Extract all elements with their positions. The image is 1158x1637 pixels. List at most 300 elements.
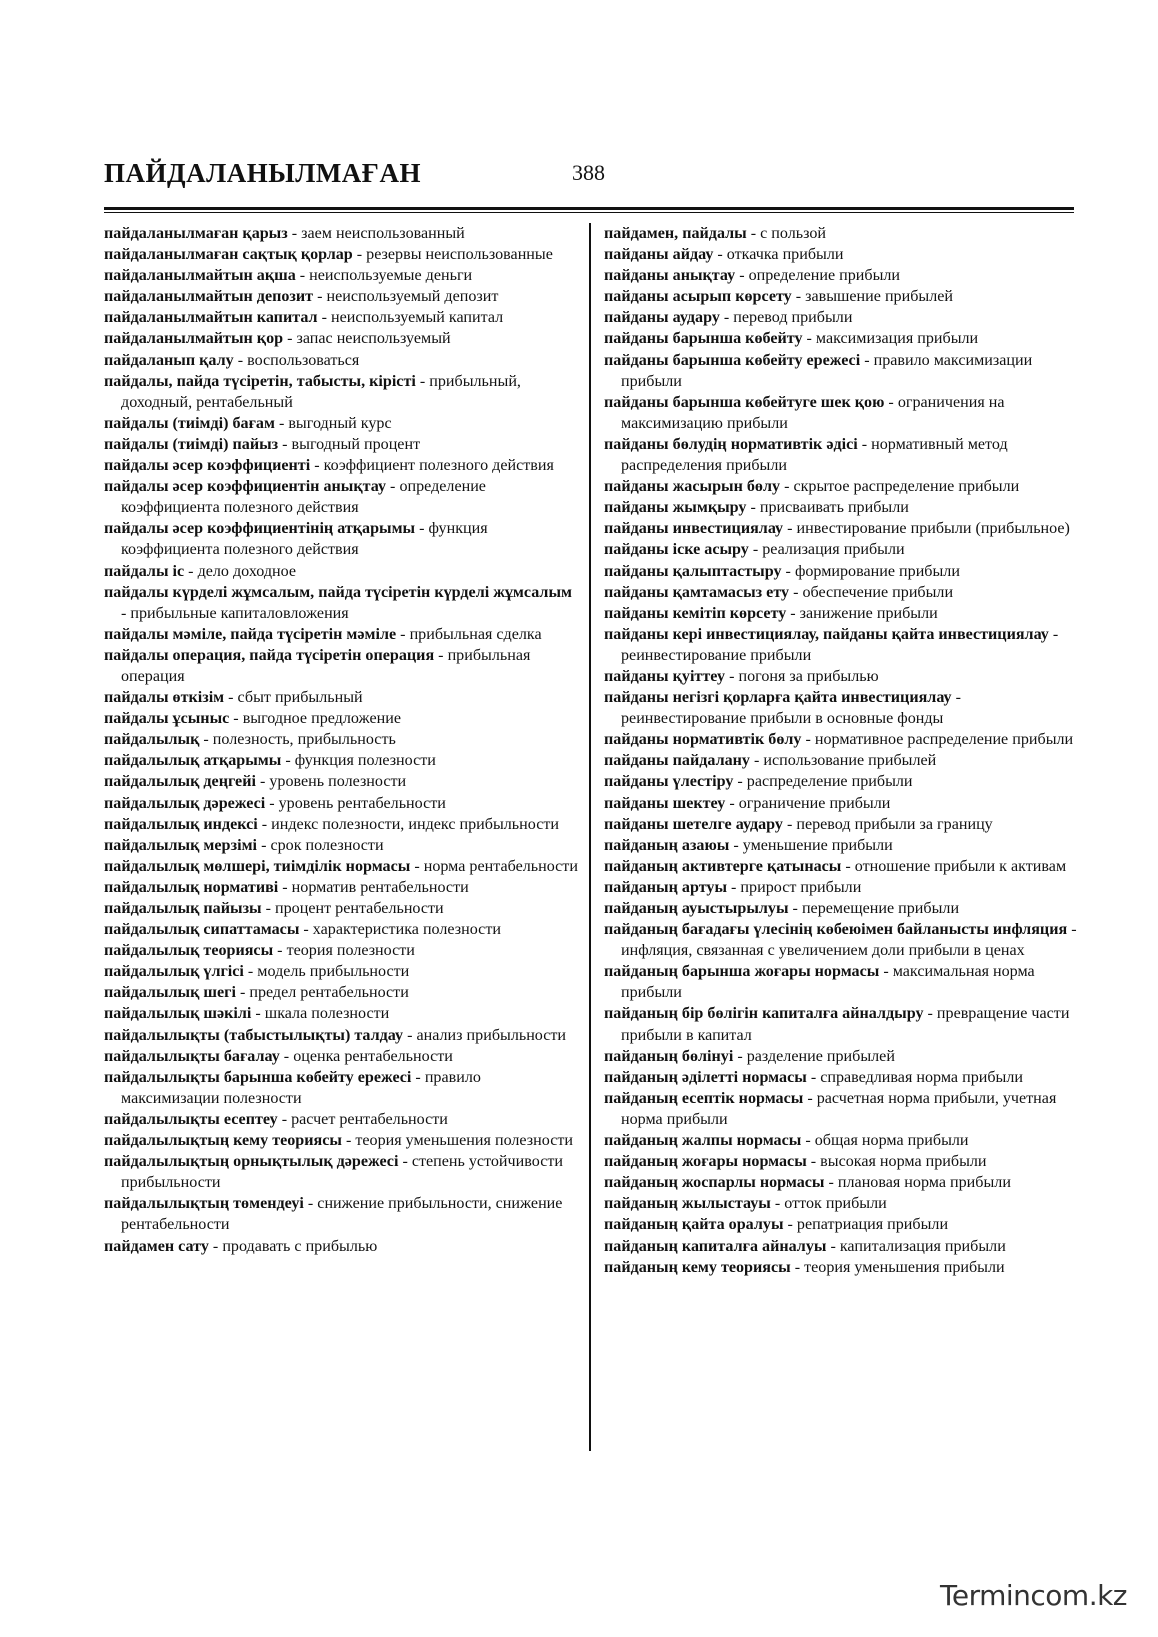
entry-term: пайданы қамтамасыз ету [604, 583, 790, 601]
dictionary-entry [604, 561, 1078, 582]
dictionary-entry [604, 1257, 1078, 1278]
dictionary-entry [104, 856, 578, 877]
entry-definition: реализация прибыли [762, 541, 905, 559]
dictionary-entry [104, 286, 578, 307]
entry-separator: - [299, 921, 313, 939]
entry-definition: дело доходное [197, 562, 297, 580]
entry-separator: - [748, 541, 763, 559]
dictionary-entry [104, 1025, 578, 1046]
entry-term: пайданың жылыстауы [604, 1195, 771, 1213]
entry-separator: - [279, 1047, 294, 1065]
entry-definition: справедливая норма прибыли [820, 1068, 1023, 1086]
dictionary-entry [604, 750, 1078, 771]
dictionary-entry [604, 328, 1078, 349]
entry-separator: - [749, 752, 764, 770]
entry-term: пайданы негізгі қорларға қайта инвестициялау [604, 689, 952, 707]
entry-term: пайдалылық мерзімі [104, 836, 258, 854]
dictionary-entry [104, 835, 578, 856]
dictionary-entry [604, 1193, 1078, 1214]
entry-separator: - [713, 246, 727, 264]
entry-term: пайданы асырып көрсету [604, 288, 792, 306]
entry-term: пайдалылық индексі [104, 815, 258, 833]
dictionary-entry [604, 539, 1078, 560]
entry-definition: расчетная норма прибыли, учетная норма прибыли [621, 1089, 1057, 1128]
dictionary-entry [604, 793, 1078, 814]
dictionary-entry [604, 919, 1078, 961]
dictionary-entry [604, 835, 1078, 856]
entry-separator: - [1067, 921, 1077, 939]
entry-term: пайдалы ұсыныс [104, 710, 230, 728]
entry-separator: - [951, 689, 961, 707]
entry-separator: - [415, 520, 429, 538]
dictionary-entry [104, 982, 578, 1003]
entry-definition: отток прибыли [784, 1195, 887, 1213]
entry-separator: - [341, 1132, 356, 1150]
entry-separator: - [278, 435, 292, 453]
entry-separator: - [801, 731, 815, 749]
dictionary-entry [604, 856, 1078, 877]
entry-definition: скрытое распределение прибыли [793, 478, 1020, 496]
entry-term: пайданы пайдалану [604, 752, 750, 770]
entry-separator: - [790, 1258, 805, 1276]
entry-term: пайданың азаюы [604, 836, 730, 854]
entry-term: пайданың бөлінуі [604, 1047, 734, 1065]
entry-definition: разделение прибылей [746, 1047, 895, 1065]
entry-definition: погоня за прибылью [738, 667, 879, 685]
dictionary-entry [104, 307, 578, 328]
entry-term: пайдалылық шәкілі [104, 1005, 252, 1023]
dictionary-entry [104, 434, 578, 455]
dictionary-entry [104, 750, 578, 771]
entry-separator: - [860, 351, 874, 369]
entry-term: пайдалы әсер коэффициентін анықтау [104, 478, 387, 496]
entry-definition: с пользой [760, 225, 827, 242]
entry-definition: формирование прибыли [794, 562, 960, 580]
entry-separator: - [273, 942, 287, 960]
entry-definition: процент рентабельности [275, 900, 444, 917]
entry-term: пайдалы әсер коэффициентінің атқарымы [104, 520, 416, 538]
dictionary-entry [604, 961, 1078, 1003]
dictionary-entry [604, 771, 1078, 792]
dictionary-entry [104, 687, 578, 708]
entry-definition: индекс полезности, индекс прибыльности [271, 815, 559, 833]
entry-definition: заем неиспользованный [301, 225, 465, 242]
entry-separator: - [841, 857, 855, 875]
entry-separator: - [801, 1132, 815, 1150]
entry-definition: срок полезности [270, 836, 384, 854]
entry-separator: - [251, 1005, 265, 1023]
entry-definition: неиспользуемые деньги [309, 267, 473, 285]
entry-definition: использование прибылей [763, 752, 937, 770]
header-rule-thin [104, 212, 1074, 213]
entry-separator: - [434, 646, 448, 664]
entry-separator: - [781, 562, 795, 580]
entry-separator: - [352, 246, 367, 264]
dictionary-entry [104, 814, 578, 835]
entry-separator: - [783, 1216, 797, 1234]
entry-separator: - [783, 520, 797, 538]
entry-term: пайданы қуіттеу [604, 667, 726, 685]
dictionary-entry [604, 1003, 1078, 1045]
entry-term: пайданы кері инвестициялау, пайданы қайта инвестициялау [604, 625, 1049, 643]
entry-term: пайдалылық сипаттамасы [104, 921, 300, 939]
dictionary-entry [104, 729, 578, 750]
entry-definition: коэффициент полезного действия [323, 457, 554, 475]
column-divider [589, 223, 591, 1451]
entry-definition: теория уменьшения прибыли [804, 1258, 1005, 1276]
entry-term: пайданы айдау [604, 246, 714, 264]
entry-separator: - [733, 773, 747, 791]
entry-definition: уменьшение прибыли [742, 836, 893, 854]
entry-separator: - [782, 815, 797, 833]
entry-definition: сбыт прибыльный [237, 689, 363, 707]
entry-definition: функция полезности [294, 752, 436, 770]
dictionary-entry [604, 729, 1078, 750]
dictionary-entry [104, 1067, 578, 1109]
entry-definition: определение коэффициента полезного действия [121, 478, 486, 517]
dictionary-entry [604, 1046, 1078, 1067]
entry-term: пайданың активтерге қатынасы [604, 857, 842, 875]
entry-term: пайданы барынша көбейту [604, 330, 803, 348]
entry-term: пайдалы іс [104, 562, 185, 580]
dictionary-entry [104, 1130, 578, 1151]
dictionary-entry [104, 244, 578, 265]
entry-term: пайданың есептік нормасы [604, 1089, 804, 1107]
entry-term: пайдалылық үлгісі [104, 963, 244, 981]
dictionary-entry [604, 265, 1078, 286]
dictionary-entry [604, 223, 1078, 244]
dictionary-entry [604, 1236, 1078, 1257]
entry-separator: - [313, 288, 327, 306]
entry-definition: теория уменьшения полезности [355, 1132, 573, 1150]
entry-definition: реинвестирование прибыли [621, 646, 812, 664]
entry-definition: присваивать прибыли [759, 499, 909, 517]
entry-definition: отношение прибыли к активам [854, 857, 1067, 875]
entry-definition: функция коэффициента полезного действия [121, 520, 488, 559]
entry-term: пайдалылықты барынша көбейту ережесі [104, 1068, 412, 1086]
dictionary-entry [104, 1109, 578, 1130]
dictionary-entry [604, 244, 1078, 265]
entry-definition: выгодное предложение [242, 710, 401, 728]
entry-definition: превращение части прибыли в капитал [621, 1005, 1070, 1044]
entry-definition: максимальная норма прибыли [621, 963, 1035, 1002]
entry-term: пайданың барынша жоғары нормасы [604, 963, 880, 981]
entry-definition: перевод прибыли [733, 309, 853, 327]
left-column [104, 223, 578, 1257]
entry-term: пайдалылықты бағалау [104, 1047, 280, 1065]
entry-separator: - [287, 225, 302, 242]
entry-definition: прибыльная операция [121, 646, 531, 685]
entry-separator: - [923, 1005, 937, 1023]
entry-term: пайдалы мәміле, пайда түсіретін мәміле [104, 625, 397, 643]
entry-term: пайдалылық мөлшері, тиімділік нормасы [104, 857, 411, 875]
entry-term: пайдаланып қалу [104, 351, 234, 369]
entry-term: пайданы қалыптастыру [604, 562, 782, 580]
entry-term: пайданы шектеу [604, 794, 726, 812]
dictionary-entry [604, 1130, 1078, 1151]
entry-separator: - [415, 372, 430, 390]
entry-separator: - [727, 878, 741, 896]
dictionary-entry [104, 223, 578, 244]
entry-separator: - [803, 1089, 817, 1107]
entry-term: пайданы анықтау [604, 267, 736, 285]
entry-term: пайдалылық атқарымы [104, 752, 282, 770]
dictionary-entry [604, 1151, 1078, 1172]
entry-term: пайдалылық пайызы [104, 900, 262, 917]
entry-separator: - [857, 435, 872, 453]
entry-term: пайдалылықтың орнықтылық дәрежесі [104, 1153, 399, 1171]
dictionary-entry [104, 1151, 578, 1193]
dictionary-entry [104, 413, 578, 434]
entry-definition: характеристика полезности [312, 921, 501, 939]
dictionary-entry [604, 687, 1078, 729]
dictionary-entry [104, 919, 578, 940]
entry-separator: - [317, 309, 331, 327]
entry-separator: - [719, 309, 734, 327]
entry-separator: - [791, 288, 806, 306]
entry-separator: - [281, 752, 295, 770]
header-rule-thick [104, 207, 1074, 210]
entry-separator: - [255, 773, 270, 791]
entry-definition: продавать с прибылью [222, 1237, 378, 1255]
entry-definition: степень устойчивости прибыльности [121, 1153, 563, 1192]
dictionary-entry [104, 1236, 578, 1257]
dictionary-entry [104, 771, 578, 792]
entry-definition: полезность, прибыльность [212, 731, 396, 749]
entry-term: пайдаланылмаған сақтық қорлар [104, 246, 353, 264]
entry-term: пайдалылық деңгейі [104, 773, 256, 791]
entry-separator: - [746, 225, 761, 242]
dictionary-entry [604, 1088, 1078, 1130]
entry-definition: воспользоваться [247, 351, 360, 369]
entry-term: пайданың әділетті нормасы [604, 1068, 807, 1086]
entry-definition: высокая норма прибыли [820, 1153, 987, 1171]
dictionary-entry [604, 666, 1078, 687]
dictionary-entry [104, 265, 578, 286]
entry-separator: - [283, 330, 297, 348]
watermark-text: Termincom.kz [940, 1579, 1128, 1612]
entry-separator: - [806, 1153, 821, 1171]
dictionary-entry [104, 877, 578, 898]
dictionary-entry [104, 561, 578, 582]
entry-term: пайданың кему теориясы [604, 1258, 791, 1276]
entry-separator: - [789, 583, 803, 601]
entry-separator: - [265, 794, 279, 812]
right-column [604, 223, 1078, 1278]
dictionary-entry [604, 877, 1078, 898]
entry-term: пайдалы (тиімді) бағам [104, 414, 275, 432]
entry-term: пайданың жоғары нормасы [604, 1153, 807, 1171]
entry-separator: - [224, 689, 238, 707]
dictionary-entry [604, 814, 1078, 835]
entry-definition: выгодный курс [288, 414, 392, 432]
dictionary-entry [104, 328, 578, 349]
entry-separator: - [278, 878, 292, 896]
entry-term: пайданың қайта оралуы [604, 1216, 784, 1234]
entry-separator: - [235, 984, 250, 1002]
dictionary-entry [104, 1193, 578, 1235]
entry-definition: предел рентабельности [249, 984, 409, 1002]
entry-term: пайдалылық нормативі [104, 878, 279, 896]
dictionary-entry [104, 961, 578, 982]
entry-term: пайдаланылмайтын ақша [104, 267, 296, 285]
entry-separator: - [398, 1153, 412, 1171]
dictionary-entry [604, 286, 1078, 307]
entry-separator: - [243, 963, 258, 981]
dictionary-entry [604, 476, 1078, 497]
entry-term: пайданы барынша көбейту ережесі [604, 351, 861, 369]
entry-separator: - [386, 478, 400, 496]
dictionary-entry [104, 793, 578, 814]
dictionary-entry [104, 898, 578, 919]
entry-definition: ограничения на максимизацию прибыли [621, 393, 1005, 432]
entry-separator: - [208, 1237, 223, 1255]
entry-term: пайданың артуы [604, 878, 728, 896]
page-number: 388 [572, 160, 605, 185]
entry-term: пайданы жымқыру [604, 499, 747, 517]
entry-separator: - [303, 1195, 318, 1213]
entry-separator: - [884, 393, 898, 411]
entry-definition: репатриация прибыли [796, 1216, 949, 1234]
entry-term: пайдалылықтың төмендеуі [104, 1195, 304, 1213]
dictionary-entry [604, 582, 1078, 603]
entry-definition: норматив рентабельности [291, 878, 469, 896]
entry-separator: - [121, 604, 131, 622]
entry-definition: капитализация прибыли [839, 1237, 1006, 1255]
entry-term: пайданың жоспарлы нормасы [604, 1174, 825, 1192]
entry-definition: инвестирование прибыли (прибыльное) [796, 520, 1070, 538]
entry-separator: - [257, 836, 271, 854]
entry-separator: - [786, 604, 800, 622]
dictionary-entry [604, 624, 1078, 666]
entry-term: пайдалы күрделі жұмсалым, пайда түсіретін күрделі жұмсалым [104, 583, 572, 601]
dictionary-entry [604, 350, 1078, 392]
entry-separator: - [729, 836, 743, 854]
entry-separator: - [295, 267, 310, 285]
entry-definition: нормативный метод распределения прибыли [621, 435, 1008, 475]
dictionary-entry [604, 307, 1078, 328]
entry-definition: обеспечение прибыли [802, 583, 954, 601]
entry-separator: - [310, 457, 324, 475]
entry-definition: снижение прибыльности, снижение рентабельности [121, 1195, 563, 1234]
entry-definition: анализ прибыльности [416, 1026, 567, 1044]
entry-definition: плановая норма прибыли [837, 1174, 1011, 1192]
entry-term: пайдаланылмайтын қор [104, 330, 284, 348]
entry-definition: неиспользуемый депозит [326, 288, 499, 306]
entry-definition: уровень полезности [269, 773, 407, 791]
entry-term: пайдамен сату [104, 1237, 209, 1255]
entry-separator: - [733, 1047, 747, 1065]
entry-term: пайданы нормативтік бөлу [604, 731, 802, 749]
entry-term: пайданы кемітіп көрсету [604, 604, 787, 622]
entry-term: пайданың ауыстырылуы [604, 900, 789, 917]
entry-definition: инфляция, связанная с увеличением доли прибыли в ценах [621, 942, 1025, 960]
entry-definition: правило максимизации прибыли [621, 351, 1033, 390]
entry-separator: - [184, 562, 198, 580]
entry-term: пайдалылықты есептеу [104, 1110, 278, 1128]
entry-term: пайдалылық дәрежесі [104, 794, 266, 812]
entry-definition: резервы неиспользованные [366, 246, 553, 264]
entry-term: пайдалы операция, пайда түсіретін операция [104, 646, 435, 664]
dictionary-entry [604, 434, 1078, 476]
entry-definition: общая норма прибыли [814, 1132, 969, 1150]
entry-term: пайданы жасырын бөлу [604, 478, 781, 496]
entry-separator: - [879, 963, 893, 981]
entry-definition: максимизация прибыли [815, 330, 979, 348]
dictionary-entry [604, 518, 1078, 539]
entry-definition: реинвестирование прибыли в основные фонды [621, 710, 944, 728]
entry-definition: завышение прибылей [805, 288, 954, 306]
entry-separator: - [770, 1195, 785, 1213]
entry-separator: - [725, 667, 739, 685]
entry-term: пайданы барынша көбейтуге шек қою [604, 393, 885, 411]
entry-definition: занижение прибыли [799, 604, 938, 622]
entry-term: пайдаланылмайтын депозит [104, 288, 314, 306]
entry-separator: - [725, 794, 739, 812]
entry-definition: перемещение прибыли [801, 900, 960, 917]
entry-term: пайдалылық теориясы [104, 942, 274, 960]
dictionary-entry [104, 476, 578, 518]
entry-term: пайданың бағадағы үлесінің көбеюімен байланысты инфляция [604, 921, 1068, 939]
dictionary-entry [604, 603, 1078, 624]
entry-separator: - [826, 1237, 840, 1255]
running-headword: ПАЙДАЛАНЫЛМАҒАН [104, 158, 421, 188]
entry-term: пайдалылық [104, 731, 200, 749]
entry-separator: - [396, 625, 410, 643]
dictionary-entry [104, 1003, 578, 1024]
entry-definition: запас неиспользуемый [296, 330, 451, 348]
entry-term: пайдалы (тиімді) пайыз [104, 435, 279, 453]
entry-definition: правило максимизации полезности [121, 1068, 481, 1107]
dictionary-entry [604, 392, 1078, 434]
entry-separator: - [746, 499, 760, 517]
dictionary-entry [604, 898, 1078, 919]
entry-definition: расчет рентабельности [291, 1110, 448, 1128]
entry-definition: норма рентабельности [423, 857, 578, 875]
entry-definition: неиспользуемый капитал [330, 309, 504, 327]
entry-term: пайданың бір бөлігін капиталға айналдыру [604, 1005, 924, 1023]
entry-term: пайданың жалпы нормасы [604, 1132, 802, 1150]
entry-definition: теория полезности [286, 942, 415, 960]
entry-definition: модель прибыльности [257, 963, 410, 981]
entry-definition: перевод прибыли за границу [796, 815, 993, 833]
entry-separator: - [806, 1068, 821, 1086]
entry-definition: прирост прибыли [740, 878, 862, 896]
entry-term: пайданың капиталға айналуы [604, 1237, 827, 1255]
entry-term: пайдалы, пайда түсіретін, табысты, кірісті [104, 372, 416, 390]
entry-term: пайдамен, пайдалы [604, 225, 747, 242]
entry-separator: - [780, 478, 794, 496]
entry-term: пайданы шетелге аудару [604, 815, 783, 833]
entry-separator: - [735, 267, 749, 285]
entry-separator: - [411, 1068, 425, 1086]
entry-term: пайданы аудару [604, 309, 720, 327]
entry-definition: выгодный процент [291, 435, 421, 453]
dictionary-entry [104, 940, 578, 961]
entry-definition: прибыльный, доходный, рентабельный [121, 372, 521, 411]
dictionary-entry [604, 1172, 1078, 1193]
entry-separator: - [403, 1026, 417, 1044]
dictionary-entry [104, 455, 578, 476]
dictionary-entry [104, 645, 578, 687]
entry-definition: определение прибыли [748, 267, 901, 285]
entry-separator: - [1048, 625, 1059, 643]
entry-definition: оценка рентабельности [293, 1047, 453, 1065]
entry-definition: прибыльные капиталовложения [130, 604, 349, 622]
dictionary-entry [104, 371, 578, 413]
dictionary-entry [104, 518, 578, 560]
dictionary-entry [104, 1046, 578, 1067]
